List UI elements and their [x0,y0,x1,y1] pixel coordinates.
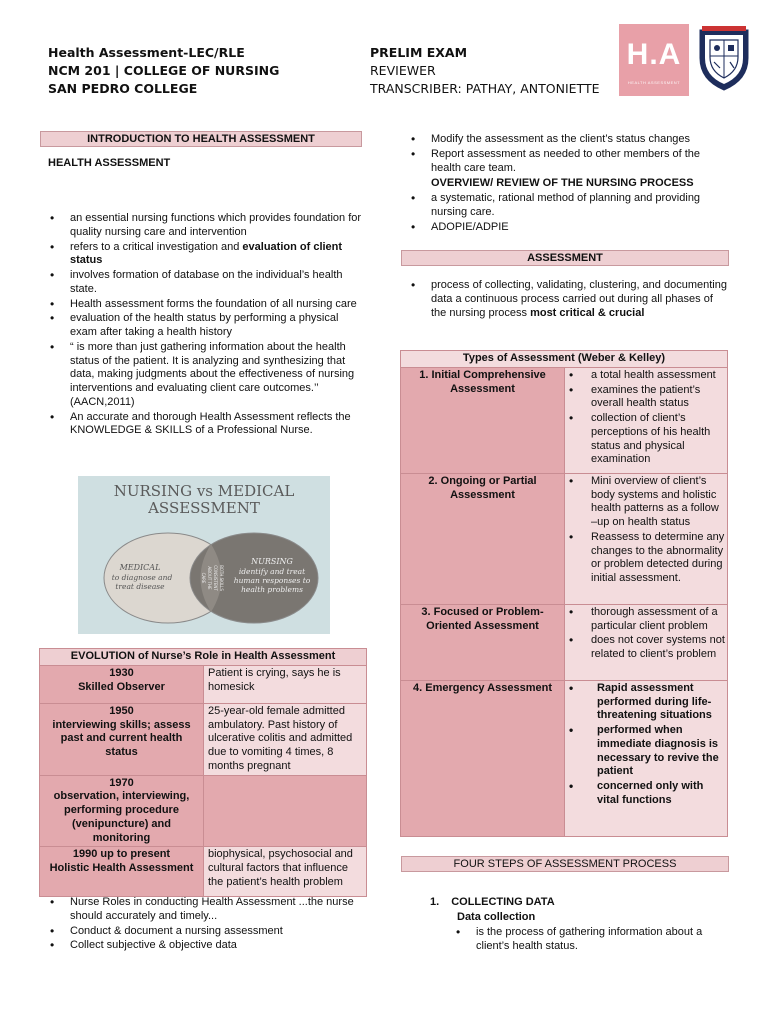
evolution-example: biophysical, psychosocial and cultural factors that influence the patient’s health problem [204,847,367,897]
list-item: • collection of client’s perceptions of his health status and physical examination [567,412,725,467]
list-item: • Rapid assessment performed during life-threatening situations [567,682,725,723]
course-title: Health Assessment-LEC/RLE [48,45,245,60]
venn-overlap-text: CARE [201,572,206,584]
list-item: • Conduct & document a nursing assessment [48,925,366,939]
venn-overlap-text: ABOUT THE [207,566,212,590]
types-table-title: Types of Assessment (Weber & Kelley) [401,351,728,368]
venn-medical-desc2: treat disease [115,582,165,591]
assessment-section-bar: ASSESSMENT [401,250,729,266]
list-item: • a systematic, rational method of planning and providing nursing care. [409,192,731,220]
venn-nursing-desc3: health problems [241,585,303,594]
reviewer-label: REVIEWER [370,63,436,78]
evolution-example [204,775,367,847]
evolution-era: 1930 Skilled Observer [40,665,204,703]
evolution-era: 1950 interviewing skills; assess past and current health status [40,703,204,775]
table-row [401,604,728,680]
list-item: • an essential nursing functions which provides foundation for quality nursing care and intervention [48,212,366,240]
table-row [40,775,367,847]
list-item: • Reassess to determine any changes to the abnormality or problem detected during initial assessment. [567,531,725,586]
list-item: • is the process of gathering information about a client’s health status. [454,926,724,954]
list-item: • Collect subjective & objective data [48,939,366,953]
list-item: • ADOPIE/ADPIE [409,221,731,235]
list-item: • a total health assessment [567,369,725,383]
transcriber-line: TRANSCRIBER: PATHAY, ANTONIETTE [370,81,600,96]
evolution-era: 1970 observation, interviewing, performing procedure (venipuncture) and monitoring [40,775,204,847]
ha-logo-text: H.A [626,38,682,71]
four-steps-section-bar: FOUR STEPS OF ASSESSMENT PROCESS [401,856,729,872]
list-item: • “ is more than just gathering information about the health status of the patient. It is analyzing and synthesizing that data, making judgments about the effectiveness of nursing interventions and evaluating client care outcomes.’’ (AACN,2011) [48,341,366,410]
table-row [40,847,367,897]
list-item: • Mini overview of client’s body systems and holistic health patterns as a follow –up on health status [567,475,725,530]
assessment-type-name: 4. Emergency Assessment [401,680,565,836]
list-item: • thorough assessment of a particular client problem [567,606,725,634]
school-name: SAN PEDRO COLLEGE [48,81,198,96]
exam-header [370,44,600,98]
step1-subheading: Data collection [457,911,536,923]
table-row [401,473,728,604]
venn-overlap-text: CONSISTENT [213,565,218,591]
evolution-example: Patient is crying, says he is homesick [204,665,367,703]
assessment-type-points [565,367,728,473]
list-item: • process of collecting, validating, clustering, and documenting data a continuous process carried out during all phases of the nursing process most critical & crucial [409,279,731,320]
venn-medical-desc1: to diagnose and [111,573,173,582]
table-row [40,665,367,703]
list-item: • examines the patient’s overall health status [567,384,725,412]
overview-bullets [409,192,731,235]
overview-title: OVERVIEW/ REVIEW OF THE NURSING PROCESS [431,177,694,189]
assessment-role-bullets [409,133,731,176]
list-item: • Modify the assessment as the client’s status changes [409,133,731,147]
ha-logo [619,24,689,96]
list-item: • Health assessment forms the foundation of all nursing care [48,298,366,312]
list-item: • performed when immediate diagnosis is necessary to revive the patient [567,724,725,779]
venn-nursing-label: NURSING [251,557,293,566]
assessment-type-name: 1. Initial Comprehensive Assessment [401,367,565,473]
evolution-table-title: EVOLUTION of Nurse’s Role in Health Assessment [40,649,367,666]
assessment-type-name: 3. Focused or Problem-Oriented Assessment [401,604,565,680]
types-of-assessment-table [400,350,728,837]
list-item: • refers to a critical investigation and evaluation of client status [48,241,366,269]
evolution-example: 25-year-old female admitted ambulatory. Past history of ulcerative colitis and admitted due to vomiting 4 times, 8 months pregnant [204,703,367,775]
table-row [401,680,728,836]
table-row [40,703,367,775]
intro-section-bar: INTRODUCTION TO HEALTH ASSESSMENT [40,131,362,147]
list-item: • An accurate and thorough Health Assessment reflects the KNOWLEDGE & SKILLS of a Professional Nurse. [48,411,366,439]
list-item: • involves formation of database on the individual’s health state. [48,269,366,297]
evolution-era: 1990 up to present Holistic Health Assessment [40,847,204,897]
list-item: • does not cover systems not related to client’s problem [567,634,725,662]
assessment-type-points [565,473,728,604]
venn-nursing-desc2: human responses to [233,576,311,585]
list-item: • Report assessment as needed to other members of the health care team. [409,148,731,176]
venn-title-line1: NURSING vs MEDICAL [113,482,295,500]
course-code: NCM 201 | COLLEGE OF NURSING [48,63,280,78]
assessment-type-name: 2. Ongoing or Partial Assessment [401,473,565,604]
health-assessment-title: HEALTH ASSESSMENT [48,157,171,169]
college-seal-icon [696,24,752,92]
evolution-table [39,648,367,897]
venn-medical-label: MEDICAL [119,563,161,572]
assessment-type-points [565,604,728,680]
venn-overlap-text: BOTH SKILLS [219,565,224,591]
assessment-definition [409,279,731,321]
health-assessment-bullets [48,212,366,439]
nurse-roles-bullets [48,896,366,954]
table-row [401,367,728,473]
assessment-type-points [565,680,728,836]
list-item: • concerned only with vital functions [567,780,725,808]
list-item: • Nurse Roles in conducting Health Assessment ...the nurse should accurately and timely... [48,896,366,924]
step1-bullets [454,926,724,955]
ha-logo-subtext: HEALTH ASSESSMENT [627,79,681,85]
step1-heading: 1. COLLECTING DATA [430,896,555,908]
nursing-vs-medical-diagram [78,476,330,634]
exam-title: PRELIM EXAM [370,45,468,60]
list-item: • evaluation of the health status by performing a physical exam after taking a health history [48,312,366,340]
venn-title-line2: ASSESSMENT [148,499,260,517]
venn-nursing-desc1: identify and treat [238,567,306,576]
course-header [48,44,279,98]
